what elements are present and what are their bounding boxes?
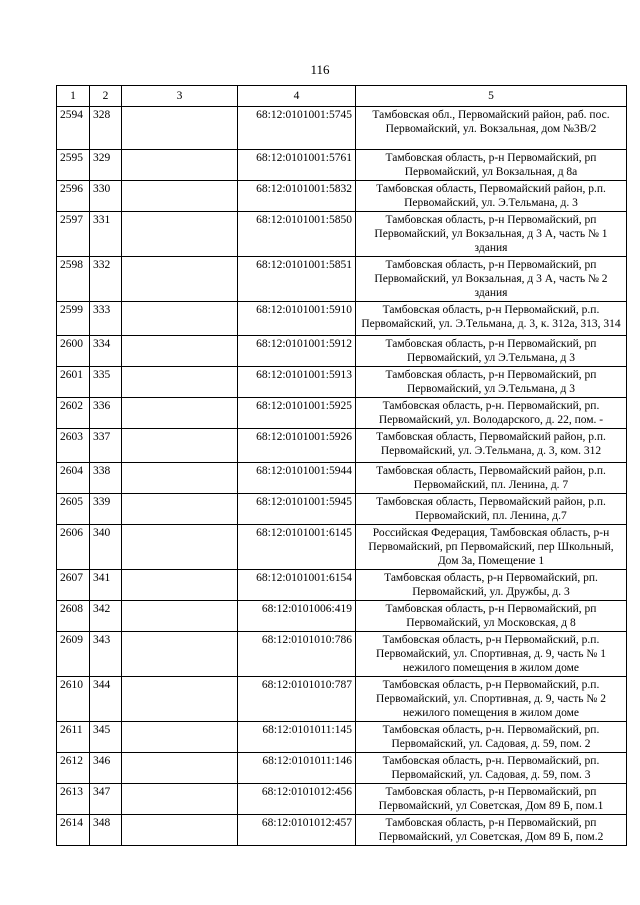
address: Тамбовская область, р-н Первомайский, рп Первомайский, ул Советская, Дом 89 Б, пом.2: [356, 815, 627, 846]
row-col3: [122, 815, 238, 846]
row-id: 346: [90, 753, 122, 784]
page-number: 116: [310, 62, 330, 77]
row-col3: [122, 212, 238, 257]
registry-table: [56, 85, 627, 846]
cadastral-number: 68:12:0101001:5850: [238, 212, 356, 257]
table-row: [57, 181, 627, 212]
address: Тамбовская область, р-н. Первомайский, рп. Первомайский, ул. Володарского, д. 22, пом. -: [356, 398, 627, 429]
address: Тамбовская область, р-н. Первомайский, рп. Первомайский, ул. Садовая, д. 59, пом. 2: [356, 722, 627, 753]
address: Тамбовская область, р-н Первомайский, рп Первомайский, ул Московская, д 8: [356, 601, 627, 632]
row-col3: [122, 677, 238, 722]
address: Тамбовская область, Первомайский район, р.п. Первомайский, пл. Ленина, д. 7: [356, 463, 627, 494]
cadastral-number: 68:12:0101001:5745: [238, 107, 356, 150]
address: Тамбовская область, р-н Первомайский, рп. Первомайский, ул. Дружбы, д. 3: [356, 570, 627, 601]
cadastral-number: 68:12:0101001:5910: [238, 302, 356, 336]
table-row: [57, 753, 627, 784]
row-id: 347: [90, 784, 122, 815]
cadastral-number: 68:12:0101001:5913: [238, 367, 356, 398]
cadastral-number: 68:12:0101001:5761: [238, 150, 356, 181]
table-row: [57, 570, 627, 601]
address: Тамбовская область, р-н Первомайский, рп Первомайский, ул Вокзальная, д 8а: [356, 150, 627, 181]
row-col3: [122, 398, 238, 429]
table-row: [57, 463, 627, 494]
cadastral-number: 68:12:0101001:5912: [238, 336, 356, 367]
row-number: 2614: [57, 815, 90, 846]
row-id: 332: [90, 257, 122, 302]
table-row: [57, 722, 627, 753]
row-col3: [122, 632, 238, 677]
table-row: [57, 107, 627, 150]
header-col-4: 4: [238, 86, 356, 107]
row-id: 333: [90, 302, 122, 336]
table-row: [57, 336, 627, 367]
row-id: 337: [90, 429, 122, 463]
header-col-5: 5: [356, 86, 627, 107]
row-col3: [122, 429, 238, 463]
row-number: 2597: [57, 212, 90, 257]
row-id: 330: [90, 181, 122, 212]
address: Тамбовская область, р-н Первомайский, рп Первомайский, ул Э.Тельмана, д 3: [356, 367, 627, 398]
cadastral-number: 68:12:0101011:145: [238, 722, 356, 753]
table-row: [57, 150, 627, 181]
row-col3: [122, 367, 238, 398]
address: Российская Федерация, Тамбовская область, р-н Первомайский, рп Первомайский, пер Школьный, Дом 3а, Помещение 1: [356, 525, 627, 570]
cadastral-number: 68:12:0101001:5944: [238, 463, 356, 494]
address: Тамбовская область, Первомайский район, р.п. Первомайский, ул. Э.Тельмана, д. 3, ком. 312: [356, 429, 627, 463]
row-col3: [122, 463, 238, 494]
row-number: 2596: [57, 181, 90, 212]
table-row: [57, 815, 627, 846]
row-col3: [122, 601, 238, 632]
row-id: 331: [90, 212, 122, 257]
row-col3: [122, 784, 238, 815]
table-row: [57, 494, 627, 525]
row-id: 344: [90, 677, 122, 722]
table-row: [57, 677, 627, 722]
row-number: 2611: [57, 722, 90, 753]
row-number: 2603: [57, 429, 90, 463]
row-number: 2598: [57, 257, 90, 302]
row-col3: [122, 257, 238, 302]
row-col3: [122, 107, 238, 150]
row-number: 2599: [57, 302, 90, 336]
row-number: 2609: [57, 632, 90, 677]
table-row: [57, 632, 627, 677]
row-col3: [122, 336, 238, 367]
cadastral-number: 68:12:0101011:146: [238, 753, 356, 784]
header-col-3: 3: [122, 86, 238, 107]
address: Тамбовская область, р-н Первомайский, рп Первомайский, ул Вокзальная, д 3 А, часть № 1 здания: [356, 212, 627, 257]
cadastral-number: 68:12:0101001:5926: [238, 429, 356, 463]
row-col3: [122, 570, 238, 601]
address: Тамбовская область, р-н Первомайский, рп Первомайский, ул Вокзальная, д 3 А, часть № 2 здания: [356, 257, 627, 302]
row-number: 2607: [57, 570, 90, 601]
address: Тамбовская область, р-н. Первомайский, рп. Первомайский, ул. Садовая, д. 59, пом. 3: [356, 753, 627, 784]
row-number: 2610: [57, 677, 90, 722]
address: Тамбовская область, Первомайский район, р.п. Первомайский, ул. Э.Тельмана, д. 3: [356, 181, 627, 212]
row-number: 2613: [57, 784, 90, 815]
cadastral-number: 68:12:0101001:6154: [238, 570, 356, 601]
row-id: 328: [90, 107, 122, 150]
row-number: 2605: [57, 494, 90, 525]
address: Тамбовская область, Первомайский район, р.п. Первомайский, пл. Ленина, д.7: [356, 494, 627, 525]
cadastral-number: 68:12:0101001:5945: [238, 494, 356, 525]
header-col-2: 2: [90, 86, 122, 107]
row-col3: [122, 525, 238, 570]
table-row: [57, 398, 627, 429]
row-id: 334: [90, 336, 122, 367]
address: Тамбовская область, р-н Первомайский, р.п. Первомайский, ул. Спортивная, д. 9, часть № 2 нежилого помещения в жилом доме: [356, 677, 627, 722]
cadastral-number: 68:12:0101012:457: [238, 815, 356, 846]
row-id: 335: [90, 367, 122, 398]
cadastral-number: 68:12:0101001:6145: [238, 525, 356, 570]
row-number: 2600: [57, 336, 90, 367]
cadastral-number: 68:12:0101010:787: [238, 677, 356, 722]
table-row: [57, 429, 627, 463]
row-id: 345: [90, 722, 122, 753]
address: Тамбовская область, р-н Первомайский, р.п. Первомайский, ул. Э.Тельмана, д. 3, к. 312а, 313, 314: [356, 302, 627, 336]
address: Тамбовская обл., Первомайский район, раб. пос. Первомайский, ул. Вокзальная, дом №3В/2: [356, 107, 627, 150]
cadastral-number: 68:12:0101001:5925: [238, 398, 356, 429]
row-col3: [122, 181, 238, 212]
row-id: 339: [90, 494, 122, 525]
row-id: 342: [90, 601, 122, 632]
row-number: 2606: [57, 525, 90, 570]
row-number: 2595: [57, 150, 90, 181]
row-number: 2604: [57, 463, 90, 494]
table-row: [57, 257, 627, 302]
row-col3: [122, 494, 238, 525]
row-id: 343: [90, 632, 122, 677]
row-id: 340: [90, 525, 122, 570]
row-col3: [122, 722, 238, 753]
table-row: [57, 601, 627, 632]
header-row: [57, 86, 627, 107]
row-id: 338: [90, 463, 122, 494]
address: Тамбовская область, р-н Первомайский, рп Первомайский, ул Советская, Дом 89 Б, пом.1: [356, 784, 627, 815]
address: Тамбовская область, р-н Первомайский, р.п. Первомайский, ул. Спортивная, д. 9, часть № 1 нежилого помещения в жилом доме: [356, 632, 627, 677]
table-row: [57, 525, 627, 570]
table-row: [57, 302, 627, 336]
address: Тамбовская область, р-н Первомайский, рп Первомайский, ул Э.Тельмана, д 3: [356, 336, 627, 367]
table-row: [57, 784, 627, 815]
cadastral-number: 68:12:0101001:5851: [238, 257, 356, 302]
cadastral-number: 68:12:0101001:5832: [238, 181, 356, 212]
row-col3: [122, 302, 238, 336]
table-row: [57, 367, 627, 398]
cadastral-number: 68:12:0101012:456: [238, 784, 356, 815]
cadastral-number: 68:12:0101010:786: [238, 632, 356, 677]
row-id: 336: [90, 398, 122, 429]
row-number: 2602: [57, 398, 90, 429]
row-col3: [122, 753, 238, 784]
row-number: 2594: [57, 107, 90, 150]
row-number: 2608: [57, 601, 90, 632]
row-id: 348: [90, 815, 122, 846]
row-col3: [122, 150, 238, 181]
table-row: [57, 212, 627, 257]
row-number: 2601: [57, 367, 90, 398]
cadastral-number: 68:12:0101006:419: [238, 601, 356, 632]
row-id: 341: [90, 570, 122, 601]
row-number: 2612: [57, 753, 90, 784]
row-id: 329: [90, 150, 122, 181]
header-col-1: 1: [57, 86, 90, 107]
